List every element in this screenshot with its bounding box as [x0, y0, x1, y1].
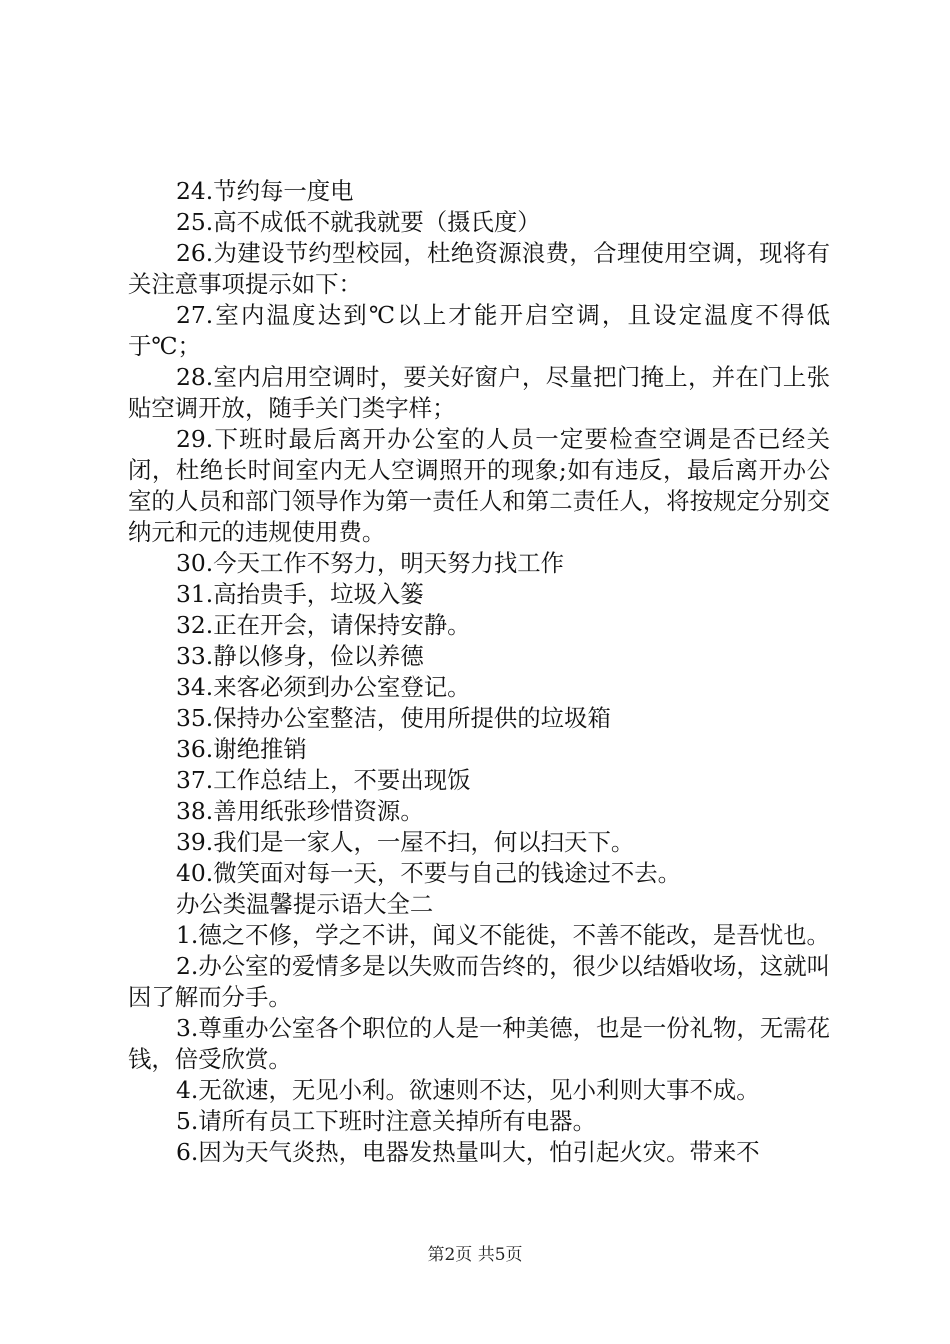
paragraph: 24.节约每一度电	[176, 177, 354, 205]
paragraph: 34.来客必须到办公室登记。	[176, 673, 471, 701]
page-footer	[0, 1244, 950, 1266]
section-heading: 办公类温馨提示语大全二	[176, 890, 434, 918]
paragraph: 33.静以修身，俭以养德	[176, 642, 424, 670]
paragraph: 6.因为天气炎热，电器发热量叫大，怕引起火灾。带来不	[176, 1138, 760, 1166]
paragraph: 38.善用纸张珍惜资源。	[176, 797, 424, 825]
paragraph: 27.室内温度达到℃以上才能开启空调，且设定温度不得低于℃；	[128, 301, 830, 360]
paragraph: 31.高抬贵手，垃圾入篓	[176, 580, 424, 608]
paragraph: 40.微笑面对每一天，不要与自己的钱途过不去。	[176, 859, 682, 887]
page-number: 第2页 共5页	[427, 1245, 523, 1265]
paragraph: 1.德之不修，学之不讲，闻义不能徙，不善不能改，是吾忧也。	[176, 921, 830, 949]
paragraph: 37.工作总结上，不要出现饭	[176, 766, 471, 794]
paragraph: 3.尊重办公室各个职位的人是一种美德，也是一份礼物，无需花钱，倍受欣赏。	[128, 1014, 830, 1073]
paragraph: 36.谢绝推销	[176, 735, 307, 763]
paragraph: 29.下班时最后离开办公室的人员一定要检查空调是否已经关闭，杜绝长时间室内无人空调照开的现象;如有违反，最后离开办公室的人员和部门领导作为第一责任人和第二责任人，将按规定分别交纳元和元的违规使用费。	[128, 425, 830, 546]
paragraph: 4.无欲速，无见小利。欲速则不达，见小利则大事不成。	[176, 1076, 760, 1104]
paragraph: 28.室内启用空调时，要关好窗户，尽量把门掩上，并在门上张贴空调开放，随手关门类字样；	[128, 363, 830, 422]
paragraph: 32.正在开会，请保持安静。	[176, 611, 471, 639]
paragraph: 30.今天工作不努力，明天努力找工作	[176, 549, 565, 577]
paragraph: 25.高不成低不就我就要（摄氏度）	[176, 208, 541, 236]
document-body	[128, 176, 830, 1168]
paragraph: 39.我们是一家人，一屋不扫，何以扫天下。	[176, 828, 635, 856]
paragraph: 35.保持办公室整洁，使用所提供的垃圾箱	[176, 704, 611, 732]
paragraph: 5.请所有员工下班时注意关掉所有电器。	[176, 1107, 596, 1135]
paragraph: 26.为建设节约型校园，杜绝资源浪费，合理使用空调，现将有关注意事项提示如下：	[128, 239, 830, 298]
paragraph: 2.办公室的爱情多是以失败而告终的，很少以结婚收场，这就叫因了解而分手。	[128, 952, 830, 1011]
